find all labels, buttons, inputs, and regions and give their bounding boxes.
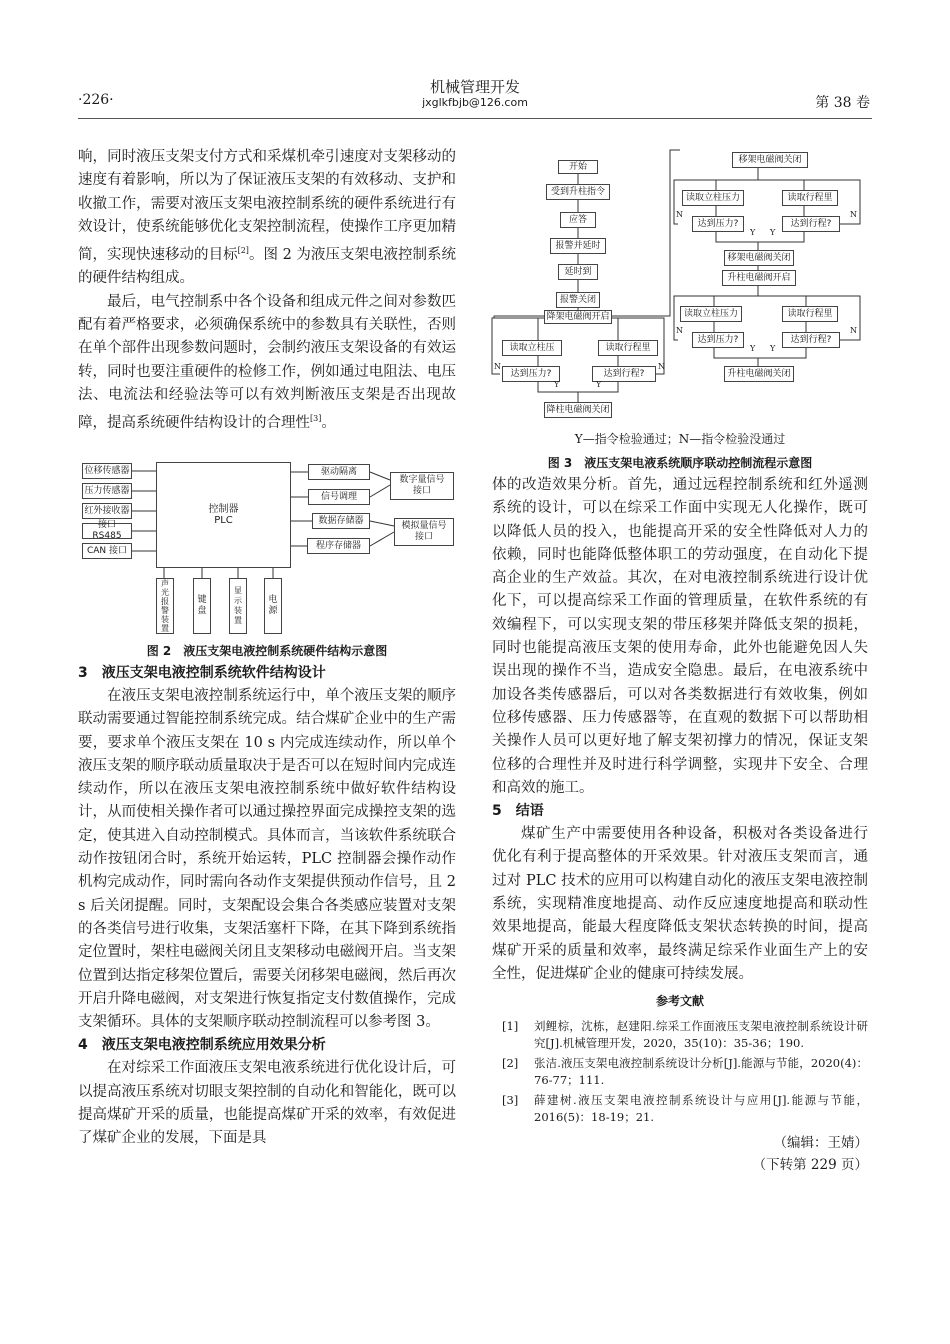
paragraph: 在液压支架电液控制系统运行中，单个液压支架的顺序联动需要通过智能控制系统完成。结合煤矿企业中的生产需要，要求单个液压支架在 10 s 内完成连续动作，所以单个液压支架的顺序联动质量取决于是否可以在短时间内完成连续动作，所以在液压支架电液控制系统中做好软件结构设计，从而使相关操作者可以通过操控界面完成操控支架的选定，使其进入自动控制模式。具体而言，当该软件系统联合动作按钮闭合时，系统开始运转，PLC 控制器会操作动作机构完成动作，同时需向各动作支架提供预动作信号，且 2 s 后关闭提醒。同时，支架配设会集合各类感应装置对支架的各类信号进行收集，支架活塞杆下降，在其下降到系统指定位置时，架柱电磁阀关闭且支架移动电磁阀开启。当支架位置到达指定移架位置后，需要关闭移架电磁阀，然后再次开启升降电磁阀，对支架进行恢复指定支付数值操作，完成支架循环。具体的支架顺序联动控制流程可以参考图 3。 — [78, 688, 456, 1031]
flow-node: 报警关闭 — [556, 292, 600, 308]
bottom-box: 键 盘 — [193, 578, 211, 634]
citation: [2] — [237, 246, 249, 256]
flow-node: 报警并延时 — [550, 238, 606, 254]
citation: [3] — [310, 414, 322, 424]
n-label: N — [850, 210, 857, 219]
y-label: Y — [770, 228, 776, 237]
editor-note: （编辑：王婧） — [773, 1134, 868, 1151]
input-box: 压力传感器 — [82, 483, 132, 499]
middle-box: 驱动隔离 — [308, 464, 370, 480]
bottom-box: 显 示 装 置 — [229, 578, 247, 634]
page-number: ·226· — [78, 92, 114, 108]
input-box: 接口 RS485 — [82, 523, 132, 539]
input-box: 红外接收器 — [82, 503, 132, 519]
paragraph: 响，同时液压支架支付方式和采煤机牵引速度对支架移动的速度有着影响，所以为了保证液压支架的有效移动、支护和收撤工作，需要对液压支架电液控制系统的硬件系统进行有效设计，使系统能够优化支架控制流程，使操作工序更加精简，实现快速移动的目标[2]。图 2 为液压支架电液控制系统的硬件结构组成。 — [78, 149, 456, 287]
middle-box: 程序存储器 — [307, 538, 370, 554]
flow-node: 降架电磁阀开启 — [544, 310, 612, 324]
flow-node: 移架电磁阀关闭 — [732, 152, 808, 168]
flow-node: 达到行程? — [592, 366, 656, 382]
flow-node: 达到行程? — [782, 216, 840, 232]
input-box: CAN 接口 — [82, 543, 132, 559]
y-label: Y — [554, 380, 560, 389]
input-box: 位移传感器 — [82, 463, 132, 479]
flow-node: 受到升柱指令 — [546, 184, 610, 200]
references-title: 参考文献 — [655, 994, 704, 1009]
y-label: Y — [770, 344, 776, 353]
volume-label: 第 38 卷 — [815, 95, 870, 111]
continued-note: （下转第 229 页） — [752, 1156, 868, 1173]
y-label: Y — [750, 344, 756, 353]
page-header — [0, 0, 950, 120]
output-box: 数字量信号 接口 — [390, 472, 454, 500]
journal-email: jxglkfbjb@126.com — [422, 96, 528, 109]
figure-3-flowchart — [488, 140, 870, 440]
flow-node: 读取行程里 — [782, 190, 838, 206]
figure-3-legend: Y—指令检验通过；N—指令检验没通过 — [574, 432, 786, 446]
flow-node: 开始 — [558, 160, 598, 174]
output-box: 模拟量信号 接口 — [394, 518, 454, 546]
section-5-heading: 5 结语 — [492, 803, 544, 820]
flow-node: 读取立柱压力 — [680, 306, 742, 322]
flow-node: 应答 — [560, 212, 596, 228]
flow-node: 达到压力? — [692, 216, 744, 232]
bottom-box: 声 光 报 警 装 置 — [156, 578, 174, 634]
section-3-heading: 3 液压支架电液控制系统软件结构设计 — [78, 665, 326, 681]
section-4-heading: 4 液压支架电液控制系统应用效果分析 — [78, 1037, 326, 1054]
y-label: Y — [596, 380, 602, 389]
journal-title: 机械管理开发 — [429, 78, 520, 96]
n-label: N — [676, 210, 683, 219]
reference-item: [3] 薛建树.液压支架电液控制系统设计与应用[J].能源与节能，2016(5)：18-19；21. — [502, 1092, 868, 1124]
right-column — [492, 474, 868, 1176]
figure-2-hardware-diagram — [80, 460, 458, 638]
reference-item: [1] 刘鲤棕，沈栋，赵建阳.综采工作面液压支架电液控制系统设计研究[J].机械管理开发，2020，35(10)：35-36；190. — [502, 1018, 868, 1050]
y-label: Y — [750, 228, 756, 237]
bottom-box: 电 源 — [264, 578, 282, 634]
flow-node: 达到压力? — [692, 332, 744, 348]
figure-3-caption: 图 3 液压支架电液系统顺序联动控制流程示意图 — [547, 456, 813, 470]
flow-node: 达到压力? — [502, 366, 560, 382]
n-label: N — [850, 326, 857, 335]
flow-node: 读取行程里 — [598, 340, 658, 356]
paragraph: 体的改造效果分析。首先，通过远程控制系统和红外遥测系统的设计，可以在综采工作面中实现无人化操作，既可以降低人员的投入，也能提高开采的安全性降低对人力的依赖，同时也能降低整体职工的劳动强度，在自动化下提高企业的生产效益。其次，在对电液控制系统进行设计优化下，可以提高综采工作面的管理质量，在软件系统的有效编程下，可以实现支架的带压移架并降低支架的损耗，同时也能提高液压支架的使用寿命，此外也能避免因人失误出现的操作不当，造成安全隐患。最后，在电液系统中加设各类传感器后，可以对各类数据进行有效收集，例如位移传感器、压力传感器等，在直观的数据下可以帮助相关操作人员可以更好地了解支架初撑力的情况，保证支架位移的合理性并及时进行科学调整，实现井下安全、合理和高效的施工。 — [492, 477, 868, 796]
left-column-bottom — [78, 662, 456, 1151]
paragraph: 煤矿生产中需要使用各种设备，积极对各类设备进行优化有利于提高整体的开采效果。针对液压支架而言，通过对 PLC 技术的应用可以构建自动化的液压支架电液控制系统，实现精准度地提高、动作反应速度地提高和联动性效果地提高，能最大程度降低支架状态转换的时间，提高煤矿开采的质量和效率，最终满足综采作业面生产上的安全性，促进煤矿企业的健康可持续发展。 — [492, 826, 868, 982]
figure-2-caption: 图 2 液压支架电液控制系统硬件结构示意图 — [146, 644, 388, 658]
paragraph: 在对综采工作面液压支架电液系统进行优化设计后，可以提高液压系统对切眼支架控制的自动化和智能化，既可以提高煤矿开采的质量，也能提高煤矿开采的效率，有效促进了煤矿企业的发展，下面是具 — [78, 1060, 456, 1147]
header-rule — [78, 118, 872, 119]
flow-node: 降柱电磁阀关闭 — [544, 402, 612, 418]
n-label: N — [676, 326, 683, 335]
flow-node: 延时到 — [558, 264, 598, 280]
flow-node: 升柱电磁阀开启 — [722, 270, 796, 286]
flow-node: 读取立柱压力 — [682, 190, 744, 206]
n-label: N — [658, 362, 665, 371]
middle-box: 信号调理 — [308, 489, 370, 505]
flow-node: 升柱电磁阀关闭 — [724, 366, 794, 382]
left-column-top — [78, 146, 456, 435]
middle-box: 数据存储器 — [312, 513, 370, 529]
flow-node: 读取立柱压 — [502, 340, 562, 356]
flow-node: 读取行程里 — [782, 306, 838, 322]
flow-node: 达到行程? — [782, 332, 840, 348]
reference-item: [2] 张洁.液压支架电液控制系统设计分析[J].能源与节能，2020(4)：76-77；111. — [502, 1055, 868, 1087]
n-label: N — [494, 362, 501, 371]
references-list — [492, 1018, 868, 1126]
flow-node: 移架电磁阀关闭 — [724, 250, 794, 266]
paragraph: 最后，电气控制系中各个设备和组成元件之间对参数匹配有着严格要求，必须确保系统中的参数具有关联性，否则在单个部件出现参数问题时，会制约液压支架设备的有效运转，同时也要注重硬件的检修工作，例如通过电阻法、电压法、电流法和经验法等可以有效判断液压支架是否出现故障，提高系统硬件结构设计的合理性[3]。 — [78, 293, 456, 431]
plc-controller-box: 控制器 PLC — [156, 462, 291, 568]
